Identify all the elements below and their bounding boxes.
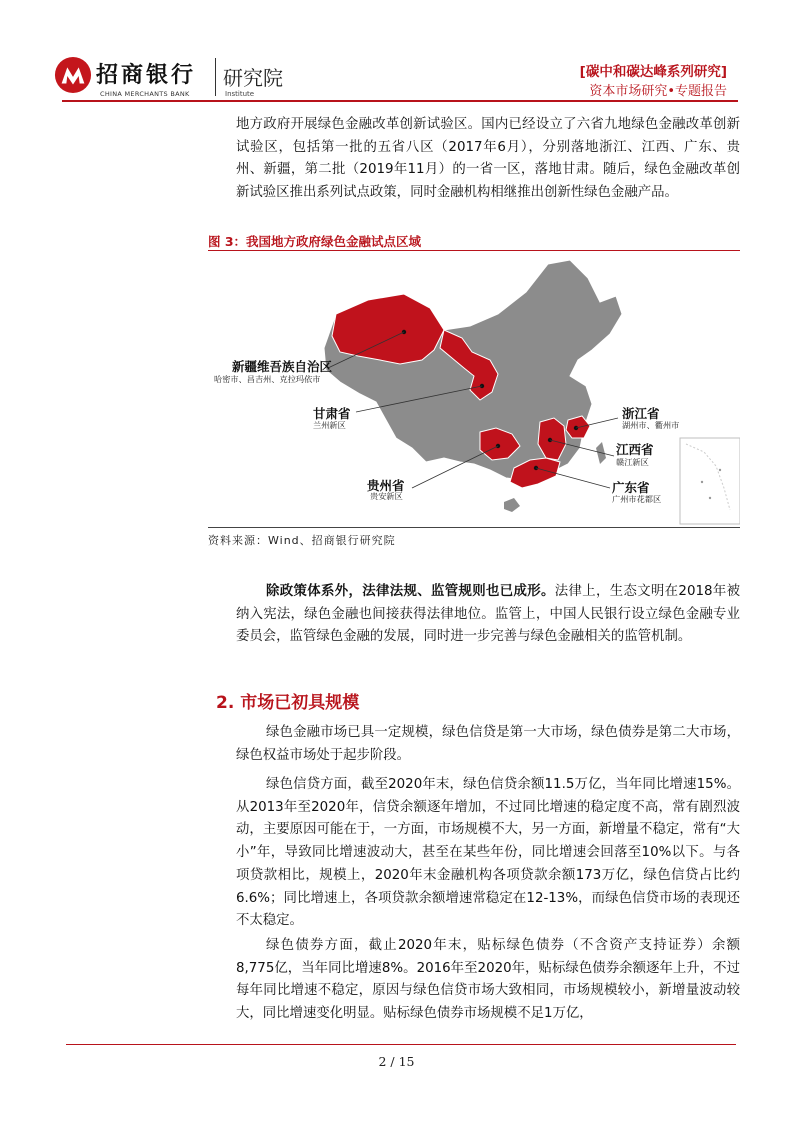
jiangxi-areas: 赣江新区 — [616, 457, 649, 467]
page-number: 2 / 15 — [378, 1054, 415, 1069]
report-type: 资本市场研究•专题报告 — [589, 84, 727, 99]
brand-name-en: CHINA MERCHANTS BANK — [100, 90, 190, 98]
cmb-logo-icon — [54, 56, 92, 94]
header-rule — [62, 100, 738, 102]
footer-rule — [66, 1044, 736, 1045]
paragraph-green-bonds: 绿色债券方面，截止2020年末，贴标绿色债券（不含资产支持证券）余额8,775亿，当年同比增速8%。2016年至2020年，贴标绿色债券余额逐年上升，不过每年同比增速不稳定，原因与绿色信贷市场大致相同，市场规模较小，新增量波动较大，同比增速变化明显。贴标绿色债券市场规模不足1万亿， — [236, 938, 740, 1022]
figure-title: 图 3：我国地方政府绿色金融试点区域 — [208, 234, 422, 249]
zhejiang-areas: 湖州市、衢州市 — [622, 420, 680, 430]
brand-name: 招商银行 — [96, 63, 197, 88]
gansu-areas: 兰州新区 — [313, 420, 346, 430]
institute-name-en: Institute — [225, 90, 255, 98]
paragraph-pilot-zones-text: 地方政府开展绿色金融改革创新试验区。国内已经设立了六省九地绿色金融改革创新试验区，包括第一批的五省八区（2017年6月），分别落地浙江、江西、广东、贵州、新疆，第二批（2019年11月）的一省一区，落地甘肃。随后，绿色金融改革创新试验区推出系列试点政策，同时金融机构相继推出创新性绿色金融产品。 — [236, 117, 740, 201]
hainan-island — [504, 498, 520, 512]
china-pilot-map — [208, 252, 740, 527]
guizhou-areas: 贵安新区 — [370, 491, 403, 501]
paragraph-regulation-lead: 除政策体系外，法律法规、监管规则也已成形。 — [266, 584, 555, 599]
brand-divider — [215, 58, 216, 96]
report-series: [碳中和碳达峰系列研究] — [579, 64, 727, 80]
section-title: 2. 市场已初具规模 — [216, 693, 360, 713]
paragraph-green-credit: 绿色信贷方面，截至2020年末，绿色信贷余额11.5万亿，当年同比增速15%。从2013年至2020年，信贷余额逐年增加，不过同比增速的稳定度不高，常有剧烈波动，主要原因可能在于，一方面，市场规模不大，另一方面，新增量不稳定，常有“大小”年，导致同比增速波动大，甚至在某些年份，同比增速会回落至10%以下。与各项贷款相比，规模上，2020年末金融机构各项贷款余额173万亿，绿色信贷占比约6.6%；同比增速上，各项贷款余额增速常稳定在12-13%，而绿色信贷市场的表现还不太稳定。 — [236, 777, 740, 929]
paragraph-market-overview: 绿色金融市场已具一定规模，绿色信贷是第一大市场，绿色债券是第二大市场，绿色权益市场处于起步阶段。 — [236, 725, 740, 763]
xinjiang-label: 新疆维吾族自治区 — [232, 359, 333, 374]
paragraph-regulation — [236, 581, 740, 649]
paragraph-regulation-text: 法律上，生态文明在2018年被纳入宪法，绿色金融也间接获得法律地位。监管上，中国人民银行设立绿色金融专业委员会，监管绿色金融的发展，同时进一步完善与绿色金融相关的监管机制。 — [236, 584, 741, 645]
xinjiang-region — [332, 294, 444, 364]
jiangxi-label: 江西省 — [616, 442, 654, 457]
figure-rule-bottom — [208, 527, 740, 528]
guangdong-areas: 广州市花都区 — [612, 494, 662, 504]
guizhou-label: 贵州省 — [367, 478, 405, 493]
gansu-label: 甘肃省 — [313, 406, 351, 421]
figure-rule-top — [208, 250, 740, 251]
zhejiang-label: 浙江省 — [622, 406, 660, 421]
institute-name: 研究院 — [223, 66, 283, 90]
south-china-sea-inset — [680, 438, 740, 524]
figure-source: 资料来源：Wind、招商银行研究院 — [208, 534, 396, 547]
guangdong-label: 广东省 — [612, 480, 650, 495]
paragraph-pilot-zones — [236, 114, 740, 205]
xinjiang-areas: 哈密市、昌吉州、克拉玛依市 — [214, 374, 321, 384]
